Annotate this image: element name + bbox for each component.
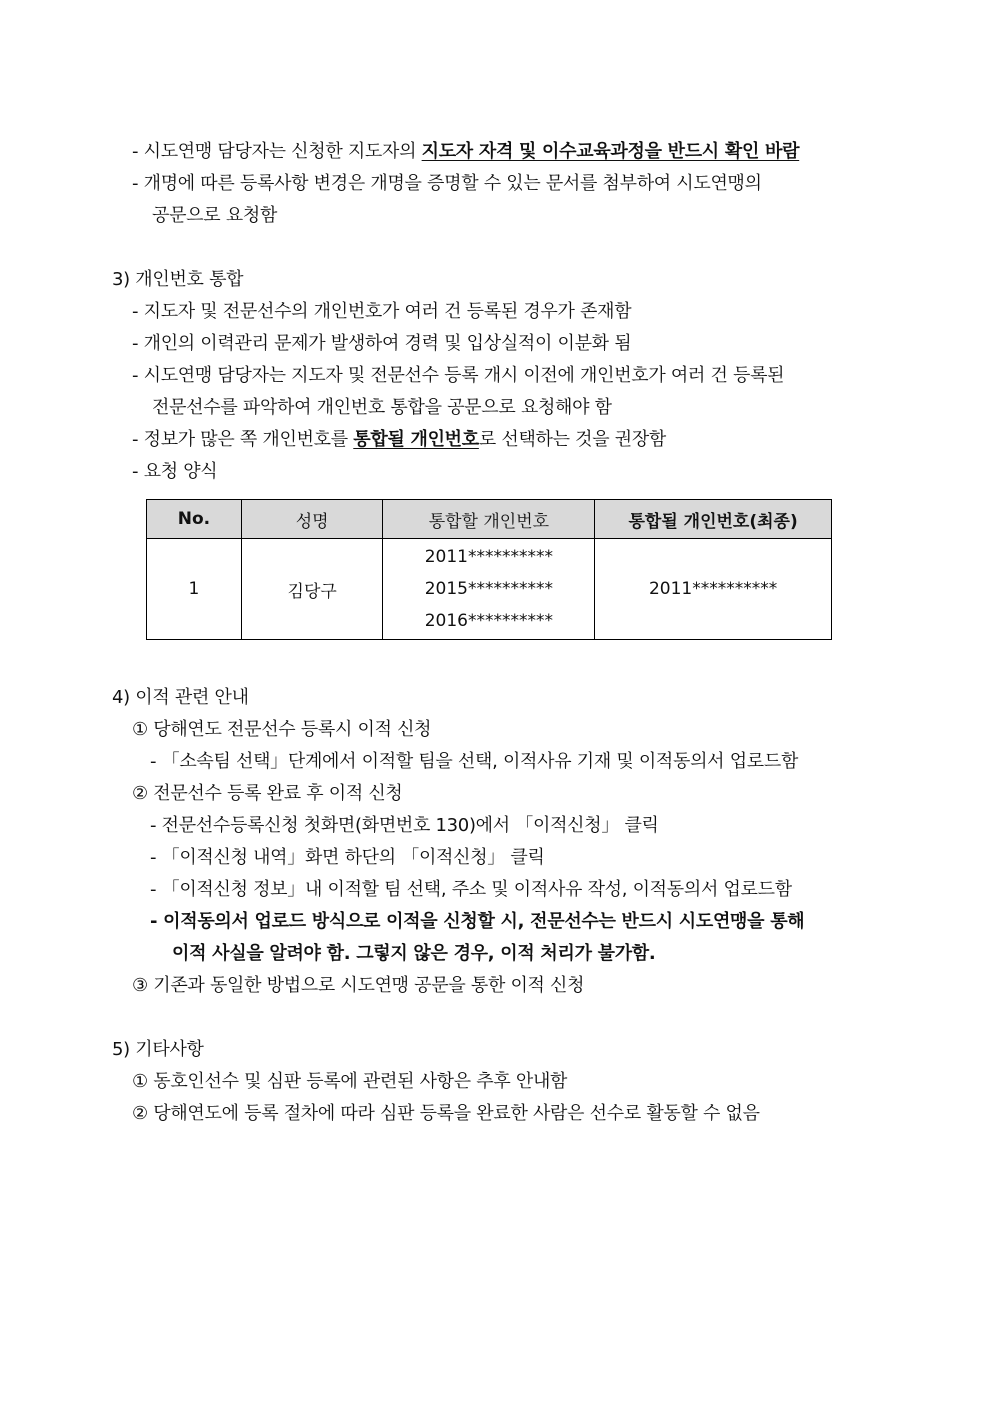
section-4-item-2: ② 전문선수 등록 완료 후 이적 신청	[132, 783, 403, 804]
header-final-number: 통합될 개인번호(최종)	[595, 500, 832, 539]
emphasis-text: 통합될 개인번호	[353, 429, 479, 450]
section-4-item-1-bullet-1: - 「소속팀 선택」단계에서 이적할 팀을 선택, 이적사유 기재 및 이적동의서 업로드함	[150, 751, 799, 772]
merge-number: 2011**********	[424, 547, 553, 567]
header-merge-numbers: 통합할 개인번호	[383, 500, 595, 539]
section-5-heading: 5) 기타사항	[112, 1039, 204, 1060]
merge-number: 2016**********	[424, 611, 553, 631]
header-name: 성명	[241, 500, 383, 539]
bullet-text: 로 선택하는 것을 권장함	[478, 429, 667, 450]
bullet-line-2-cont: 공문으로 요청함	[152, 205, 278, 226]
section-3-bullet-5: - 요청 양식	[132, 461, 218, 482]
section-4-item-1: ① 당해연도 전문선수 등록시 이적 신청	[132, 719, 432, 740]
section-4-item-2-bullet-2: - 「이적신청 내역」화면 하단의 「이적신청」 클릭	[150, 847, 545, 868]
section-4-item-2-bullet-3: - 「이적신청 정보」내 이적할 팀 선택, 주소 및 이적사유 작성, 이적동의서 업로드함	[150, 879, 792, 900]
section-3-bullet-3-cont: 전문선수를 파악하여 개인번호 통합을 공문으로 요청해야 함	[152, 397, 612, 418]
emphasis-text: 지도자 자격 및 이수교육과정을 반드시 확인 바람	[421, 141, 800, 162]
merge-number: 2015**********	[424, 579, 553, 599]
table-header-row	[147, 500, 832, 539]
bullet-line-1	[132, 141, 799, 163]
bullet-line-2: - 개명에 따른 등록사항 변경은 개명을 증명할 수 있는 문서를 첨부하여 시도연맹의	[132, 173, 762, 194]
section-3-bullet-2: - 개인의 이력관리 문제가 발생하여 경력 및 입상실적이 이분화 됨	[132, 333, 632, 354]
request-form-table	[146, 499, 832, 640]
cell-merge-numbers	[383, 539, 595, 640]
cell-final-number: 2011**********	[595, 539, 832, 640]
section-4-item-3: ③ 기존과 동일한 방법으로 시도연맹 공문을 통한 이적 신청	[132, 975, 585, 996]
cell-no: 1	[147, 539, 242, 640]
cell-name: 김당구	[241, 539, 383, 640]
bullet-text: - 시도연맹 담당자는 신청한 지도자의	[132, 141, 422, 162]
bullet-text: - 정보가 많은 쪽 개인번호를	[132, 429, 354, 450]
section-4-heading: 4) 이적 관련 안내	[112, 687, 249, 708]
section-3-heading: 3) 개인번호 통합	[112, 269, 244, 290]
section-4-item-2-bullet-1: - 전문선수등록신청 첫화면(화면번호 130)에서 「이적신청」 클릭	[150, 815, 659, 836]
section-4-item-2-bullet-4: - 이적동의서 업로드 방식으로 이적을 신청할 시, 전문선수는 반드시 시도연맹을 통해	[150, 911, 805, 932]
section-5-item-1: ① 동호인선수 및 심판 등록에 관련된 사항은 추후 안내함	[132, 1071, 568, 1092]
header-no: No.	[147, 500, 242, 539]
section-3-bullet-3: - 시도연맹 담당자는 지도자 및 전문선수 등록 개시 이전에 개인번호가 여러 건 등록된	[132, 365, 785, 386]
section-3-bullet-4	[132, 429, 666, 451]
section-5-item-2: ② 당해연도에 등록 절차에 따라 심판 등록을 완료한 사람은 선수로 활동할 수 없음	[132, 1103, 760, 1124]
section-3-bullet-1: - 지도자 및 전문선수의 개인번호가 여러 건 등록된 경우가 존재함	[132, 301, 632, 322]
table-row	[147, 539, 832, 640]
section-4-item-2-bullet-4-cont: 이적 사실을 알려야 함. 그렇지 않은 경우, 이적 처리가 불가함.	[172, 943, 656, 964]
